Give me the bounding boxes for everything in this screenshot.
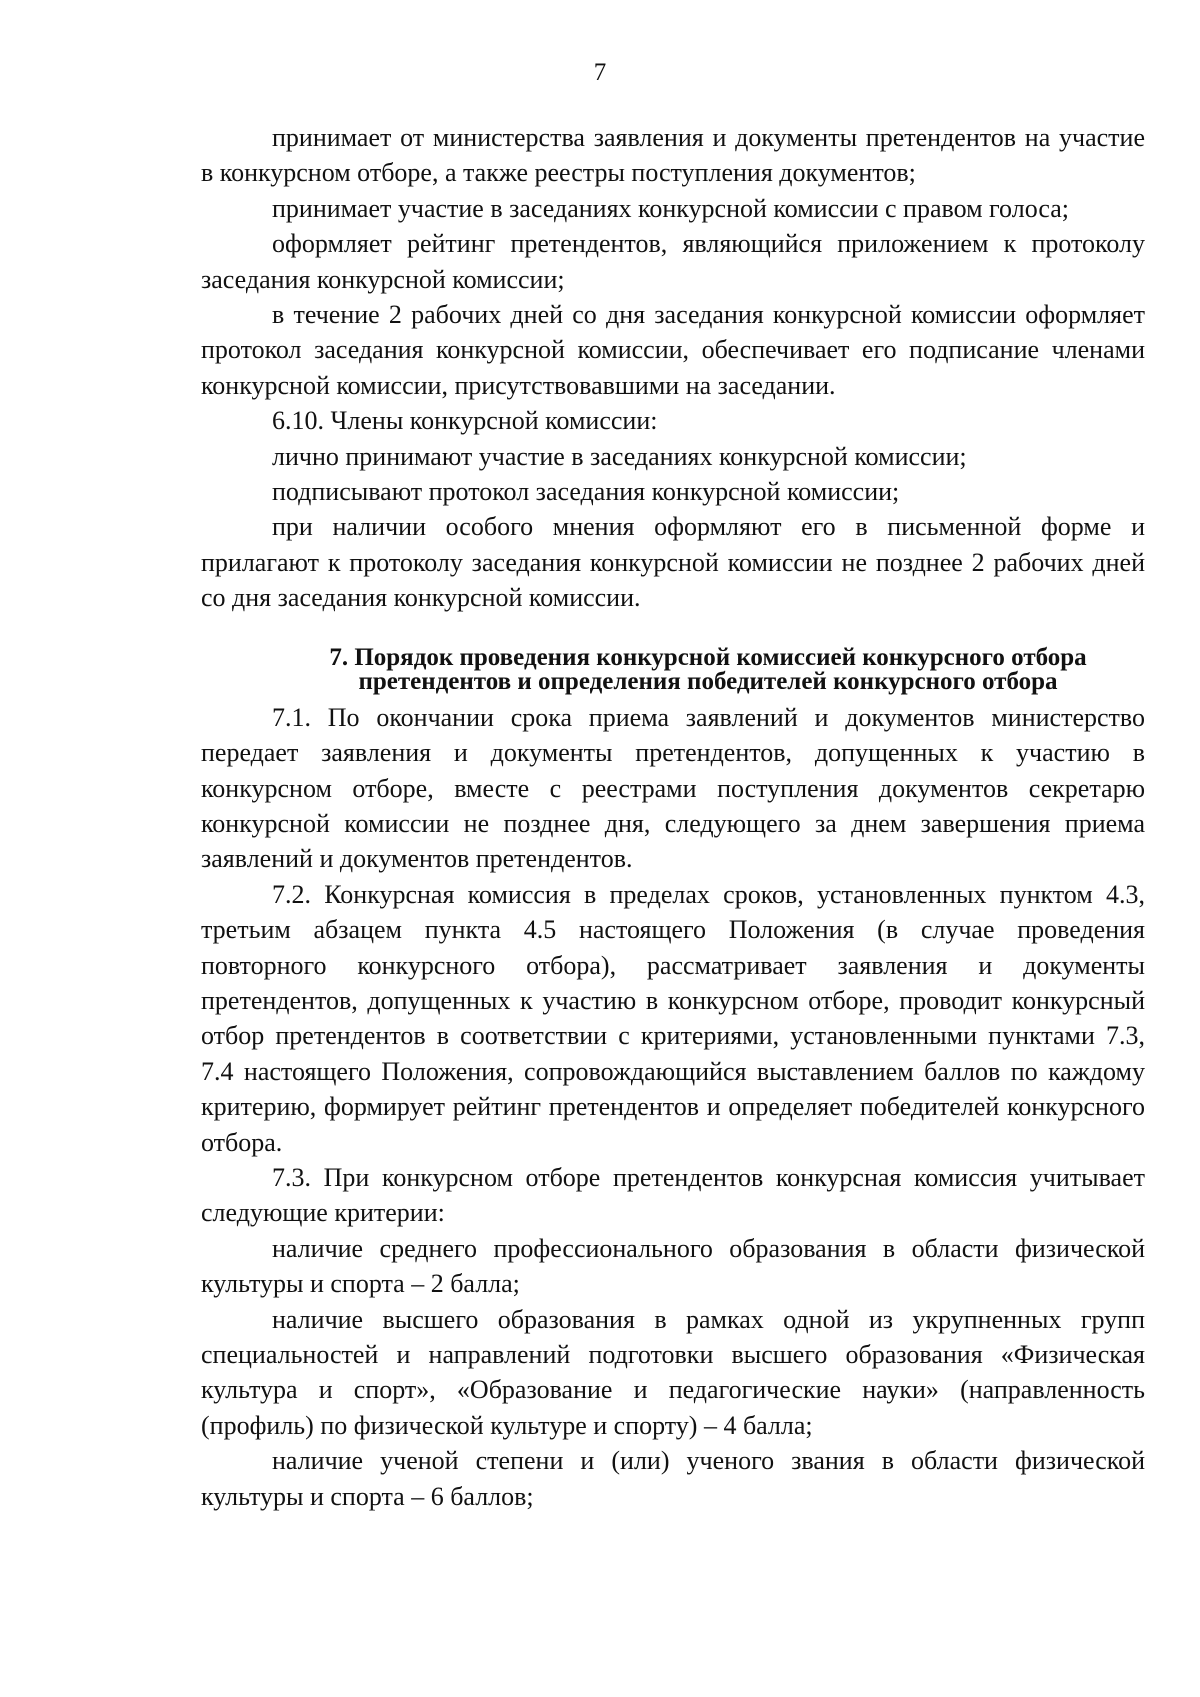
paragraph: наличие высшего образования в рамках одной из укрупненных групп специальностей и направлений подготовки высшего образования «Физическая культура и спорт», «Образование и педагогические науки» (направленность (профиль) по физической культуре и спорту) – 4 балла;	[201, 1304, 1145, 1440]
paragraph: подписывают протокол заседания конкурсной комиссии;	[272, 477, 900, 507]
section-heading-line-1: 7. Порядок проведения конкурсной комиссией конкурсного отбора	[329, 643, 1087, 671]
paragraph: 6.10. Члены конкурсной комиссии:	[272, 406, 658, 436]
paragraph: принимает участие в заседаниях конкурсной комиссии с правом голоса;	[272, 193, 1069, 223]
section-heading	[201, 643, 1145, 695]
paragraph: 7.1. По окончании срока приема заявлений и документов министерство передает заявления и документы претендентов, допущенных к участию в конкурсном отборе, вместе с реестрами поступления документов секретарю конкурсной комиссии не позднее дня, следующего за днем завершения приема заявлений и документов претендентов.	[201, 702, 1145, 874]
paragraph: наличие ученой степени и (или) ученого звания в области физической культуры и спорта – 6 баллов;	[201, 1446, 1145, 1511]
page-number: 7	[593, 59, 607, 86]
paragraph: принимает от министерства заявления и документы претендентов на участие в конкурсном отборе, а также реестры поступления документов;	[201, 123, 1145, 188]
paragraph: 7.3. При конкурсном отборе претендентов конкурсная комиссия учитывает следующие критерии:	[201, 1162, 1145, 1228]
paragraph: наличие среднего профессионального образования в области физической культуры и спорта – 2 балла;	[201, 1233, 1145, 1299]
paragraph: оформляет рейтинг претендентов, являющийся приложением к протоколу заседания конкурсной комиссии;	[201, 229, 1145, 294]
paragraph: 7.2. Конкурсная комиссия в пределах сроков, установленных пунктом 4.3, третьим абзацем пункта 4.5 настоящего Положения (в случае проведения повторного конкурсного отбора), рассматривает заявления и документы претендентов, допущенных к участию в конкурсном отборе, проводит конкурсный отбор претендентов в соответствии с критериями, установленными пунктами 7.3, 7.4 настоящего Положения, сопровождающийся выставлением баллов по каждому критерию, формирует рейтинг претендентов и определяет победителей конкурсного отбора.	[201, 879, 1145, 1157]
document-body	[201, 120, 1145, 1514]
paragraph: лично принимают участие в заседаниях конкурсной комиссии;	[272, 441, 967, 471]
paragraph: в течение 2 рабочих дней со дня заседания конкурсной комиссии оформляет протокол заседания конкурсной комиссии, обеспечивает его подписание членами конкурсной комиссии, присутствовавшими на заседании.	[201, 300, 1145, 400]
section-heading-line-2: претендентов и определения победителей конкурсного отбора	[358, 667, 1058, 695]
paragraph: при наличии особого мнения оформляют его в письменной форме и прилагают к протоколу заседания конкурсной комиссии не позднее 2 рабочих дней со дня заседания конкурсной комиссии.	[201, 512, 1145, 613]
